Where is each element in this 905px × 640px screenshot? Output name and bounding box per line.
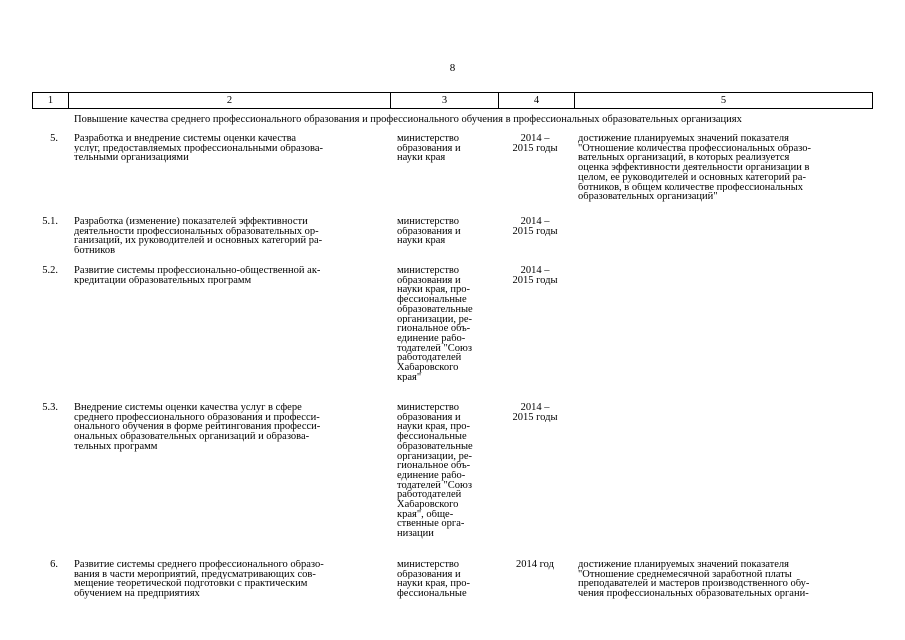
indicator-line: "Отношение количества профессиональных образо- [578, 143, 812, 154]
indicator-line: оценка эффективности деятельности организации в [578, 163, 810, 173]
row-term [498, 403, 572, 422]
indicator-line: чения профессиональных образовательных органи- [578, 589, 809, 599]
row-term [498, 217, 572, 236]
responsible-line: науки края [397, 236, 446, 247]
responsible-line: образования и [397, 226, 461, 237]
row-indicator [578, 134, 873, 202]
term-line: 2014 – [520, 217, 550, 227]
row-activity [74, 266, 386, 285]
activity-line: мещение теоретической подготовки с практическим [74, 579, 308, 590]
responsible-line: тодателей "Союз [397, 480, 473, 491]
row-number: 5.2. [42, 265, 58, 276]
activity-line: ботников [74, 246, 116, 256]
header-col-4: 4 [499, 93, 575, 108]
responsible-line: организации, ре- [397, 314, 473, 325]
section-title: Повышение качества среднего профессионального образования и профессионального обучения в профессиональных образовательных организациях [74, 114, 742, 125]
row-activity [74, 403, 386, 452]
term-line: 2014 – [520, 403, 550, 413]
row-activity [74, 560, 386, 599]
activity-line: вания в части мероприятий, предусматривающих сов- [74, 569, 316, 580]
responsible-line: организации, ре- [397, 451, 473, 462]
activity-line: тельными организациями [74, 153, 189, 164]
term-line: 2015 годы [512, 226, 558, 237]
term-line: 2014 год [516, 560, 554, 570]
header-col-1: 1 [33, 93, 69, 108]
header-col-5: 5 [720, 95, 727, 106]
header-col-2: 2 [69, 93, 391, 108]
term-line: 2014 – [520, 266, 550, 276]
indicator-line: "Отношение среднемесячной заработной платы [578, 569, 792, 580]
row-number: 5. [50, 133, 58, 144]
row-responsible [397, 134, 493, 163]
responsible-line: министерство [397, 266, 460, 276]
responsible-line: работодателей [397, 490, 462, 501]
row-responsible [397, 560, 493, 599]
activity-line: тельных программ [74, 441, 158, 452]
indicator-line: достижение планируемых значений показателя [578, 560, 789, 570]
responsible-line: науки края, про- [397, 422, 471, 433]
responsible-line: министерство [397, 403, 460, 413]
row-number: 5.1. [42, 216, 58, 227]
row-responsible [397, 217, 493, 246]
term-line: 2015 годы [512, 412, 558, 423]
responsible-line: Хабаровского [397, 500, 459, 510]
responsible-line: министерство [397, 560, 460, 570]
responsible-line: низации [397, 529, 434, 539]
indicator-line: достижение планируемых значений показателя [578, 134, 789, 144]
indicator-line: образовательных организаций" [578, 192, 718, 202]
responsible-line: работодателей [397, 353, 462, 364]
row-number: 6. [50, 559, 58, 570]
activity-line: Развитие системы среднего профессионального образо- [74, 560, 324, 570]
activity-line: обучением на предприятиях [74, 589, 200, 599]
responsible-line: образования и [397, 275, 461, 286]
responsible-line: тодателей "Союз [397, 343, 473, 354]
responsible-line: фессиональные [397, 295, 467, 305]
row-number: 5.3. [42, 402, 58, 413]
indicator-line: целом, ее руководителей и основных категорий ра- [578, 172, 806, 183]
activity-line: Разработка и внедрение системы оценки качества [74, 134, 297, 144]
row-term [498, 266, 572, 285]
header-col-3: 3 [391, 93, 499, 108]
responsible-line: ственные орга- [397, 519, 465, 530]
activity-line: ганизаций, их руководителей и основных категорий ра- [74, 236, 323, 247]
activity-line: онального обучения в форме рейтингования професси- [74, 422, 321, 433]
row-indicator [578, 560, 873, 599]
activity-line: кредитации образовательных программ [74, 275, 252, 286]
activity-line: услуг, предоставляемых профессиональными образова- [74, 143, 323, 154]
responsible-line: образования и [397, 412, 461, 423]
responsible-line: края", обще- [397, 509, 454, 520]
responsible-line: единение рабо- [397, 470, 466, 481]
indicator-line: ботников, в общем количестве профессиональных [578, 182, 804, 193]
row-activity [74, 217, 386, 256]
term-line: 2014 – [520, 134, 550, 144]
row-responsible [397, 266, 493, 382]
responsible-line: фессиональные [397, 589, 467, 599]
activity-line: Разработка (изменение) показателей эффективности [74, 217, 308, 227]
term-line: 2015 годы [512, 143, 558, 154]
responsible-line: гиональное объ- [397, 461, 471, 471]
activity-line: среднего профессионального образования и професси- [74, 412, 320, 423]
responsible-line: края" [397, 372, 422, 383]
row-term [498, 134, 572, 153]
indicator-line: преподавателей и мастеров производственного обу- [578, 579, 810, 590]
activity-line: Внедрение системы оценки качества услуг в сфере [74, 403, 302, 413]
responsible-line: образования и [397, 143, 461, 154]
indicator-line: вательных организаций, в которых реализуется [578, 153, 790, 164]
responsible-line: образовательные [397, 441, 473, 452]
table-header-row [32, 92, 873, 109]
responsible-line: Хабаровского [397, 363, 459, 373]
responsible-line: науки края [397, 153, 446, 164]
row-responsible [397, 403, 493, 539]
term-line: 2015 годы [512, 275, 558, 286]
responsible-line: науки края, про- [397, 579, 471, 590]
responsible-line: единение рабо- [397, 333, 466, 344]
activity-line: ональных образовательных организаций и образова- [74, 432, 310, 442]
activity-line: деятельности профессиональных образовательных ор- [74, 226, 319, 237]
responsible-line: министерство [397, 217, 460, 227]
row-term [498, 560, 572, 570]
responsible-line: гиональное объ- [397, 324, 471, 334]
activity-line: Развитие системы профессионально-общественной ак- [74, 266, 321, 276]
responsible-line: образования и [397, 569, 461, 580]
responsible-line: образовательные [397, 304, 473, 315]
responsible-line: министерство [397, 134, 460, 144]
responsible-line: фессиональные [397, 432, 467, 442]
row-activity [74, 134, 386, 163]
responsible-line: науки края, про- [397, 285, 471, 296]
page-number: 8 [449, 62, 456, 74]
